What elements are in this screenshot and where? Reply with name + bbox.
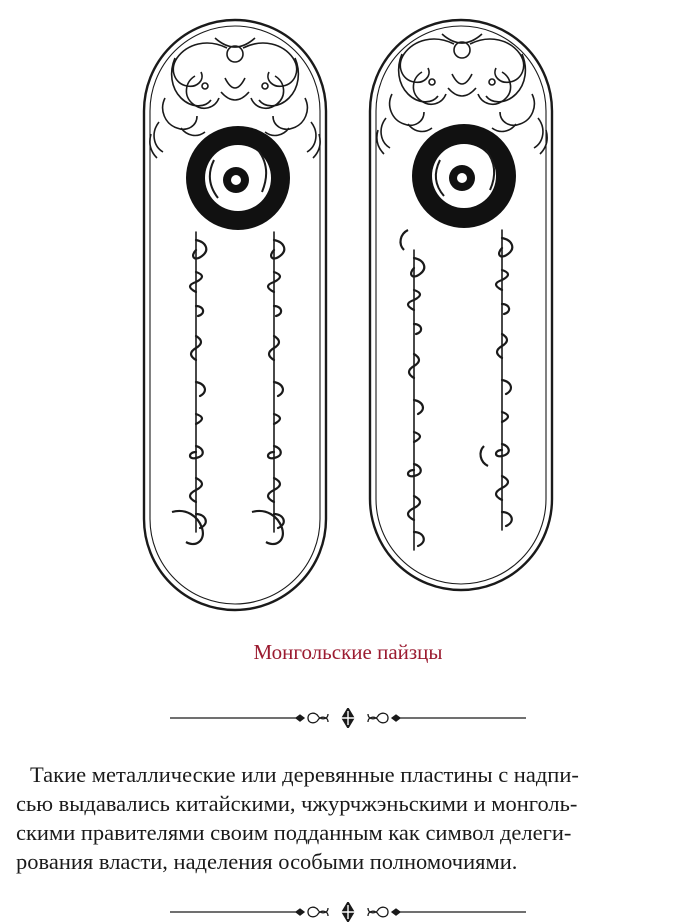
left-paiza-tablet	[144, 20, 326, 610]
paragraph-line: рования власти, наделения особыми полномочиями.	[16, 849, 518, 874]
ornamental-divider-top	[170, 708, 526, 728]
description-paragraph	[16, 760, 680, 876]
paragraph-line: сью выдавались китайскими, чжурчжэньскими и монголь-	[16, 791, 578, 816]
paragraph-line: Такие металлические или деревянные пластины с надпи-	[30, 762, 579, 787]
right-paiza-tablet	[370, 20, 552, 590]
paragraph-line: скими правителями своим подданным как символ делеги-	[16, 820, 572, 845]
figure-caption: Монгольские пайзцы	[253, 640, 443, 664]
ornamental-divider-bottom	[170, 902, 526, 922]
